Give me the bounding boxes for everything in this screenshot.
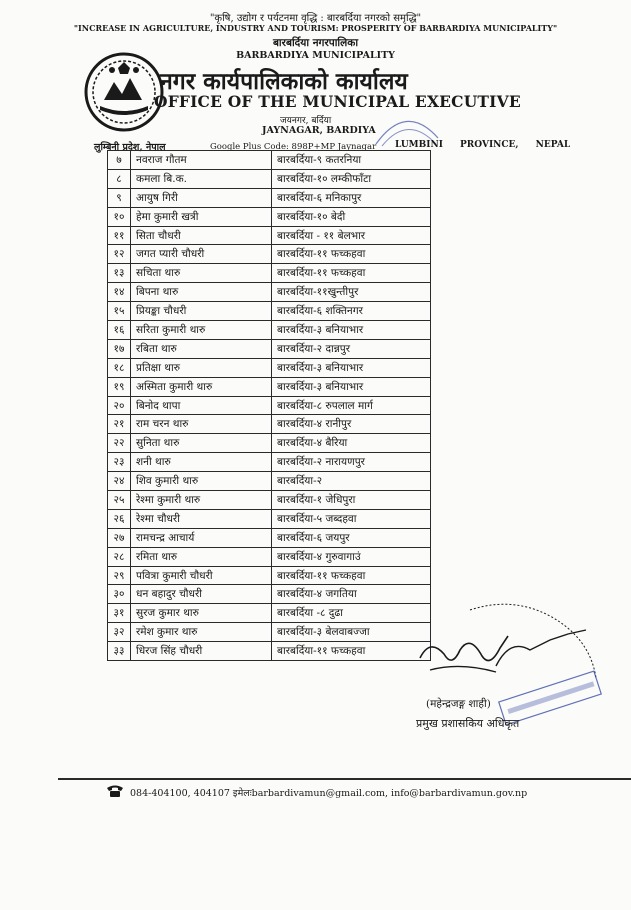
table-row (108, 434, 431, 453)
address-cell: बारबर्दिया-११ फच्कहवा (272, 264, 431, 283)
table-row (108, 623, 431, 642)
table-row (108, 566, 431, 585)
address-cell: बारबर्दिया-६ जयपुर (272, 528, 431, 547)
handwritten-signature-icon (420, 636, 508, 661)
table-row (108, 207, 431, 226)
name-cell: सुनिता थारु (131, 434, 272, 453)
serial-number-cell: १३ (108, 264, 131, 283)
name-cell: रेश्मा चौधरी (131, 509, 272, 528)
table-row (108, 547, 431, 566)
serial-number-cell: १६ (108, 321, 131, 340)
serial-number-cell: २३ (108, 453, 131, 472)
address-cell: बारबर्दिया-२ दान्नपुर (272, 339, 431, 358)
address-cell: बारबर्दिया-१ जेधिपुरा (272, 491, 431, 510)
name-cell: रामचन्द्र आचार्य (131, 528, 272, 547)
name-cell: आयुष गिरी (131, 188, 272, 207)
table-row (108, 245, 431, 264)
serial-number-cell: ३१ (108, 604, 131, 623)
beneficiary-table-body (108, 151, 431, 661)
address-cell: बारबर्दिया-११ फच्कहवा (272, 566, 431, 585)
address-cell: बारबर्दिया-११खुन्तीपुर (272, 283, 431, 302)
motto-en: "INCREASE IN AGRICULTURE, INDUSTRY AND TOURISM: PROSPERITY OF BARBARDIYA MUNICIPALITY" (73, 23, 558, 33)
name-cell: रमिता थारु (131, 547, 272, 566)
table-row (108, 321, 431, 340)
serial-number-cell: १२ (108, 245, 131, 264)
serial-number-cell: ३३ (108, 642, 131, 661)
address-cell: बारबर्दिया-३ बनियाभार (272, 321, 431, 340)
table-row (108, 151, 431, 170)
name-cell: शिव कुमारी थारु (131, 472, 272, 491)
serial-number-cell: ८ (108, 169, 131, 188)
address-cell: बारबर्दिया-४ गुरुवागाउं (272, 547, 431, 566)
address-cell: बारबर्दिया-११ फच्कहवा (272, 642, 431, 661)
address-cell: बारबर्दिया-२ (272, 472, 431, 491)
province-np: लुम्बिनी प्रदेश, नेपाल (94, 142, 166, 153)
serial-number-cell: १८ (108, 358, 131, 377)
serial-number-cell: १७ (108, 339, 131, 358)
table-row (108, 377, 431, 396)
table-row (108, 283, 431, 302)
municipality-name-en: BARBARDIYA MUNICIPALITY (236, 50, 395, 61)
footer-divider (58, 778, 631, 780)
serial-number-cell: २८ (108, 547, 131, 566)
table-row (108, 264, 431, 283)
address-en: JAYNAGAR, BARDIYA (262, 125, 376, 136)
serial-number-cell: ९ (108, 188, 131, 207)
serial-number-cell: २० (108, 396, 131, 415)
name-cell: हेमा कुमारी खत्री (131, 207, 272, 226)
municipality-name-np: बारबर्दिया नगरपालिका (272, 37, 359, 49)
address-cell: बारबर्दिया-६ शक्तिनगर (272, 302, 431, 321)
name-cell: नवराज गौतम (131, 151, 272, 170)
address-cell: बारबर्दिया-४ बैरिया (272, 434, 431, 453)
name-cell: शनी थारु (131, 453, 272, 472)
beneficiary-table (107, 150, 431, 661)
table-row (108, 453, 431, 472)
signer-title: प्रमुख प्रशासकिय अधिकृत (416, 717, 520, 730)
office-title-np: नगर कार्यपालिकाको कार्यालय (160, 68, 408, 95)
serial-number-cell: ३२ (108, 623, 131, 642)
serial-number-cell: २४ (108, 472, 131, 491)
serial-number-cell: ७ (108, 151, 131, 170)
serial-number-cell: २२ (108, 434, 131, 453)
address-cell: बारबर्दिया-६ मनिकापुर (272, 188, 431, 207)
serial-number-cell: २५ (108, 491, 131, 510)
address-cell: बारबर्दिया-१० लम्कीफाँटा (272, 169, 431, 188)
name-cell: रबिता थारु (131, 339, 272, 358)
name-cell: धिरज सिंह चौधरी (131, 642, 272, 661)
table-row (108, 302, 431, 321)
name-cell: बिनोद थापा (131, 396, 272, 415)
table-row (108, 472, 431, 491)
name-cell: प्रतिक्षा थारु (131, 358, 272, 377)
name-cell: राम चरन थारु (131, 415, 272, 434)
table-row (108, 358, 431, 377)
serial-number-cell: १४ (108, 283, 131, 302)
address-cell: बारबर्दिया-४ जगतिया (272, 585, 431, 604)
address-cell: बारबर्दिया-८ रुपलाल मार्ग (272, 396, 431, 415)
serial-number-cell: १५ (108, 302, 131, 321)
address-cell: बारबर्दिया-३ बनियाभार (272, 377, 431, 396)
name-cell: पवित्रा कुमारी चौधरी (131, 566, 272, 585)
serial-number-cell: ११ (108, 226, 131, 245)
serial-number-cell: ३० (108, 585, 131, 604)
serial-number-cell: २७ (108, 528, 131, 547)
name-cell: धन बहादुर चौधरी (131, 585, 272, 604)
address-cell: बारबर्दिया-५ जब्दहवा (272, 509, 431, 528)
name-cell: सचिता थारु (131, 264, 272, 283)
address-cell: बारबर्दिया-४ रानीपुर (272, 415, 431, 434)
address-cell: बारबर्दिया - ११ बेलभार (272, 226, 431, 245)
name-cell: रमेश कुमार थारु (131, 623, 272, 642)
name-cell: प्रियङ्का चौधरी (131, 302, 272, 321)
table-row (108, 339, 431, 358)
name-cell: सिता चौधरी (131, 226, 272, 245)
serial-number-cell: १० (108, 207, 131, 226)
address-cell: बारबर्दिया-१० बेदी (272, 207, 431, 226)
table-row (108, 415, 431, 434)
name-cell: जगत प्यारी चौधरी (131, 245, 272, 264)
phone-icon (106, 784, 124, 798)
address-cell: बारबर्दिया-९ कतरनिया (272, 151, 431, 170)
table-row (108, 509, 431, 528)
table-row (108, 491, 431, 510)
name-cell: बिपना थारु (131, 283, 272, 302)
office-title-en: OFFICE OF THE MUNICIPAL EXECUTIVE (154, 92, 521, 111)
table-row (108, 226, 431, 245)
table-row (108, 169, 431, 188)
table-row (108, 604, 431, 623)
motto-np: "कृषि, उद्योग र पर्यटनमा वृद्धि : बारबर्दिया नगरको समृद्धि" (209, 13, 422, 24)
table-row (108, 585, 431, 604)
table-row (108, 528, 431, 547)
name-cell: सरिता कुमारी थारु (131, 321, 272, 340)
serial-number-cell: १९ (108, 377, 131, 396)
serial-number-cell: २६ (108, 509, 131, 528)
address-cell: बारबर्दिया-२ नारायणपुर (272, 453, 431, 472)
google-plus-code: Google Plus Code: 898P+MP Jaynagar (210, 142, 377, 152)
name-cell: सुरज कुमार थारु (131, 604, 272, 623)
address-cell: बारबर्दिया -८ दुढा (272, 604, 431, 623)
serial-number-cell: २९ (108, 566, 131, 585)
signer-name: (महेन्द्रजङ्ग शाही) (426, 698, 491, 710)
table-row (108, 188, 431, 207)
name-cell: कमला बि.क. (131, 169, 272, 188)
address-cell: बारबर्दिया-११ फच्कहवा (272, 245, 431, 264)
name-cell: रेश्मा कुमारी थारु (131, 491, 272, 510)
province-en: LUMBINI PROVINCE, NEPAL (395, 140, 571, 150)
table-row (108, 396, 431, 415)
name-cell: अस्मिता कुमारी थारु (131, 377, 272, 396)
table-row (108, 642, 431, 661)
address-cell: बारबर्दिया-३ बनियाभार (272, 358, 431, 377)
address-cell: बारबर्दिया-३ बेलवाबज्जा (272, 623, 431, 642)
serial-number-cell: २१ (108, 415, 131, 434)
address-np: जयनगर, बर्दिया (280, 116, 332, 126)
footer-contact: 084-404100, 404107 इमेलःbarbardivamun@gmail.com, info@barbardivamun.gov.np (130, 788, 528, 799)
